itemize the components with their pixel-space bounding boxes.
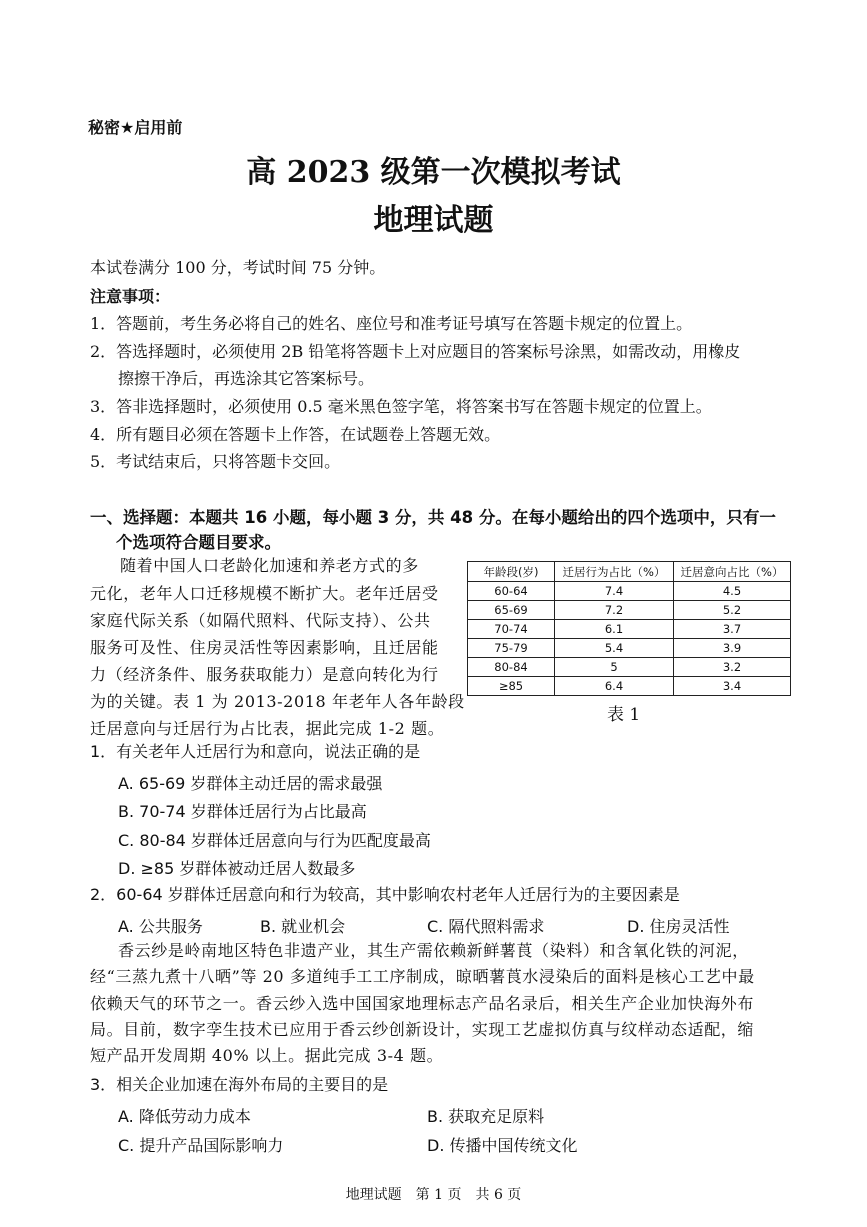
table-row (468, 658, 791, 677)
passage1-line: 元化，老年人口迁移规模不断扩大。老年迁居受 (90, 584, 439, 603)
table-cell: 5 (555, 658, 674, 677)
passage1-line: 家庭代际关系（如隔代照料、代际支持）、公共 (90, 611, 431, 630)
table-cell: 80-84 (468, 658, 555, 677)
passage2-line: 依赖天气的环节之一。香云纱入选中国国家地理标志产品名录后，相关生产企业加快海外布 (90, 994, 755, 1013)
table-cell: 75-79 (468, 639, 555, 658)
passage2-line: 香云纱是岭南地区特色非遗产业，其生产需依赖新鲜薯莨（染料）和含氧化铁的河泥， (118, 941, 749, 960)
table-cell: 4.5 (674, 582, 791, 601)
notes-heading: 注意事项： (90, 287, 171, 306)
page-footer: 地理试题 第 1 页 共 6 页 (345, 1187, 522, 1203)
note-item: 1．答题前，考生务必将自己的姓名、座位号和准考证号填写在答题卡规定的位置上。 (90, 314, 693, 333)
question-3-option-b: B. 获取充足原料 (427, 1107, 545, 1126)
question-1-stem: 1．有关老年人迁居行为和意向，说法正确的是 (90, 742, 421, 761)
table-cell: 60-64 (468, 582, 555, 601)
table-header: 迁居意向占比（%） (674, 562, 791, 582)
table-cell: 6.1 (555, 620, 674, 639)
note-item: 3．答非选择题时，必须使用 0.5 毫米黑色签字笔，将答案书写在答题卡规定的位置上。 (90, 397, 712, 416)
note-item: 5．考试结束后，只将答题卡交回。 (90, 452, 341, 471)
passage2-line: 局。目前，数字孪生技术已应用于香云纱创新设计，实现工艺虚拟仿真与纹样动态适配，缩 (90, 1020, 755, 1039)
table-cell: 3.4 (674, 677, 791, 696)
question-1-option-a: A. 65-69 岁群体主动迁居的需求最强 (118, 774, 383, 793)
table-cell: ≥85 (468, 677, 555, 696)
question-3-option-c: C. 提升产品国际影响力 (118, 1136, 284, 1155)
table-row (468, 620, 791, 639)
question-1-option-b: B. 70-74 岁群体迁居行为占比最高 (118, 802, 367, 821)
question-3-option-a: A. 降低劳动力成本 (118, 1107, 251, 1126)
table-cell: 3.2 (674, 658, 791, 677)
note-item: 2．答选择题时，必须使用 2B 铅笔将答题卡上对应题目的答案标号涂黑，如需改动，用橡皮 (90, 342, 741, 361)
question-3-stem: 3．相关企业加速在海外布局的主要目的是 (90, 1075, 389, 1094)
question-2-option-b: B. 就业机会 (260, 917, 346, 936)
section-heading-cont: 个选项符合题目要求。 (116, 533, 281, 552)
table-cell: 3.7 (674, 620, 791, 639)
table-row (468, 582, 791, 601)
table-header-row (468, 562, 791, 582)
table-cell: 5.2 (674, 601, 791, 620)
score-time-line: 本试卷满分 100 分，考试时间 75 分钟。 (90, 258, 386, 277)
table-row (468, 677, 791, 696)
passage1-line: 力（经济条件、服务获取能力）是意向转化为行 (90, 665, 439, 684)
table-cell: 6.4 (555, 677, 674, 696)
table-cell: 7.2 (555, 601, 674, 620)
table-cell: 5.4 (555, 639, 674, 658)
table-header: 迁居行为占比（%） (555, 562, 674, 582)
passage1-line: 服务可及性、住房灵活性等因素影响，且迁居能 (90, 638, 439, 657)
note-item: 擦擦干净后，再选涂其它答案标号。 (118, 369, 375, 388)
table-1 (467, 561, 791, 696)
confidential-mark: 秘密★启用前 (88, 118, 183, 137)
table-cell: 3.9 (674, 639, 791, 658)
passage1-line: 为的关键。表 1 为 2013-2018 年老年人各年龄段 (90, 692, 465, 711)
table-row (468, 639, 791, 658)
table-caption: 表 1 (607, 705, 641, 725)
table-row (468, 601, 791, 620)
passage1-line: 随着中国人口老龄化加速和养老方式的多 (120, 556, 419, 575)
note-item: 4．所有题目必须在答题卡上作答，在试题卷上答题无效。 (90, 425, 501, 444)
question-2-option-a: A. 公共服务 (118, 917, 203, 936)
question-2-option-c: C. 隔代照料需求 (427, 917, 545, 936)
passage2-line: 短产品开发周期 40% 以上。据此完成 3-4 题。 (90, 1046, 444, 1065)
table-header: 年龄段(岁) (468, 562, 555, 582)
table-cell: 7.4 (555, 582, 674, 601)
question-3-option-d: D. 传播中国传统文化 (427, 1136, 578, 1155)
question-2-stem: 2．60-64 岁群体迁居意向和行为较高，其中影响农村老年人迁居行为的主要因素是 (90, 885, 680, 904)
table-cell: 65-69 (468, 601, 555, 620)
question-2-option-d: D. 住房灵活性 (627, 917, 730, 936)
passage1-line: 迁居意向与迁居行为占比表，据此完成 1-2 题。 (90, 719, 445, 738)
exam-title: 高 2023 级第一次模拟考试 (246, 155, 621, 190)
passage2-line: 经“三蒸九煮十八晒”等 20 多道纯手工工序制成，晾晒薯莨水浸染后的面料是核心工艺中最 (90, 967, 755, 986)
section-heading: 一、选择题：本题共 16 小题，每小题 3 分，共 48 分。在每小题给出的四个选项中，只有一 (90, 508, 776, 527)
question-1-option-c: C. 80-84 岁群体迁居意向与行为匹配度最高 (118, 831, 431, 850)
table-cell: 70-74 (468, 620, 555, 639)
subject-title: 地理试题 (373, 203, 494, 238)
question-1-option-d: D. ≥85 岁群体被动迁居人数最多 (118, 859, 356, 878)
